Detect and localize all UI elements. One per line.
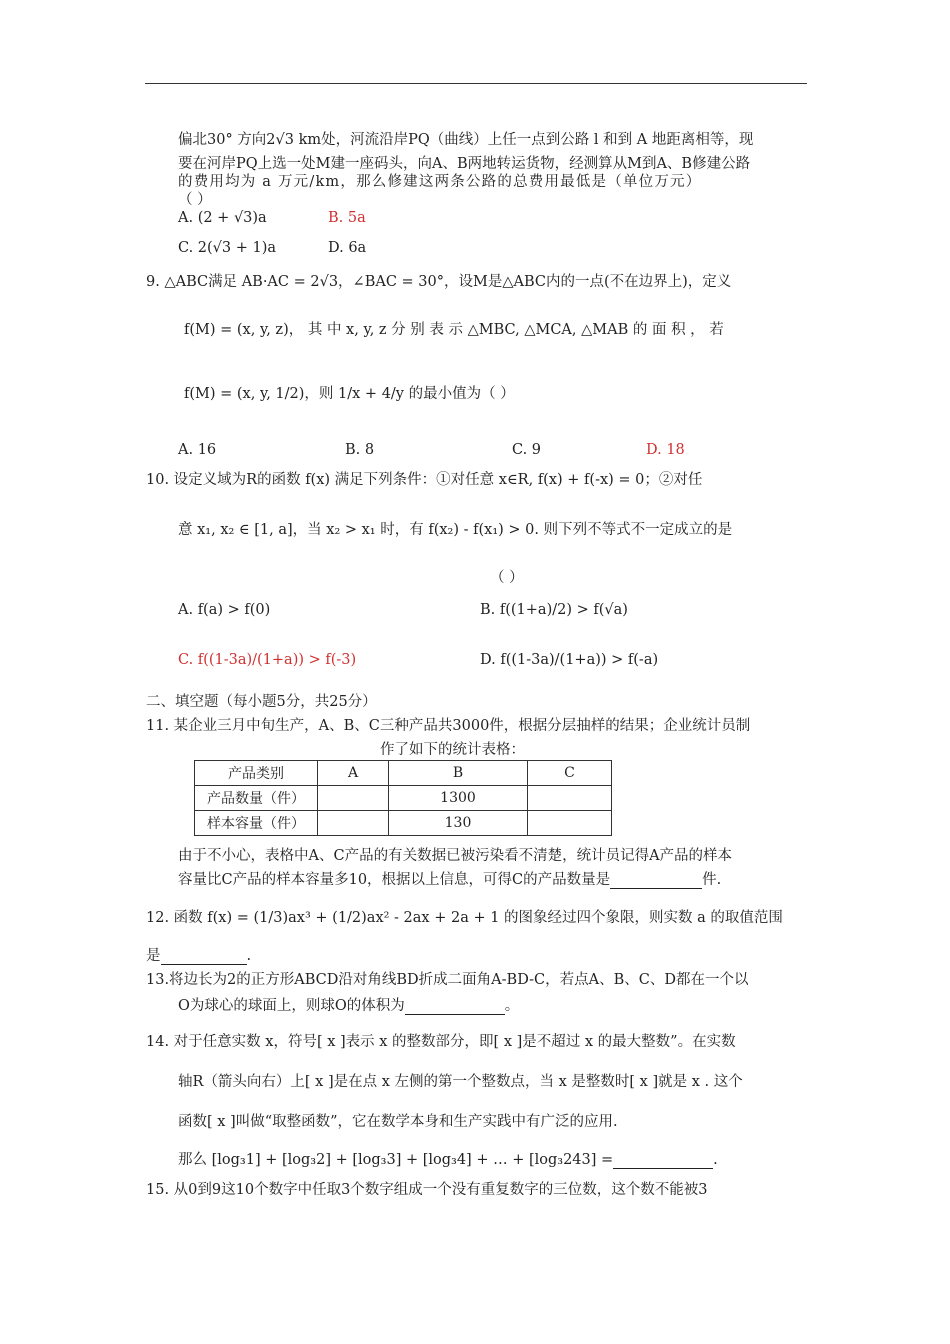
table-header-row bbox=[195, 761, 612, 786]
q11-answer-blank[interactable] bbox=[610, 874, 702, 889]
q11-line1: 11. 某企业三月中旬生产，A、B、C三种产品共3000件，根据分层抽样的结果；企业统计员制 bbox=[146, 718, 751, 734]
q12-line2-suffix: . bbox=[246, 948, 252, 964]
q8-line2: 要在河岸PQ上选一处M建一座码头，向A、B两地转运货物，经测算从M到A、B修建公路 bbox=[178, 156, 751, 172]
table-cell: 样本容量（件） bbox=[195, 811, 318, 836]
q12-line2 bbox=[146, 944, 251, 965]
q13-answer-blank[interactable] bbox=[405, 1000, 505, 1015]
q11-line3: 由于不小心，表格中A、C产品的有关数据已被污染看不清楚，统计员记得A产品的样本 bbox=[178, 848, 733, 864]
q12-answer-blank[interactable] bbox=[161, 950, 247, 965]
q9-option-c: C. 9 bbox=[512, 442, 542, 458]
q8-line3: 的费用均为 a 万元/km，那么修建这两条公路的总费用最低是（单位万元） bbox=[178, 174, 702, 190]
q11-line4 bbox=[178, 868, 721, 889]
q15-line1: 15. 从0到9这10个数字中任取3个数字组成一个没有重复数字的三位数，这个数不能被3 bbox=[146, 1182, 708, 1198]
q9-option-a: A. 16 bbox=[178, 442, 217, 458]
header-rule bbox=[145, 83, 807, 84]
q14-line3: 函数[ x ]叫做“取整函数”，它在数学本身和生产实践中有广泛的应用. bbox=[178, 1114, 618, 1130]
table-cell bbox=[318, 811, 389, 836]
q13-line1: 13.将边长为2的正方形ABCD沿对角线BD折成二面角A-BD-C，若点A、B、C、D都在一个以 bbox=[146, 972, 749, 988]
q14-line4-suffix: . bbox=[713, 1152, 718, 1168]
q14-line1: 14. 对于任意实数 x，符号[ x ]表示 x 的整数部分，即[ x ]是不超过 x 的最大整数”。在实数 bbox=[146, 1034, 736, 1050]
table-cell: 130 bbox=[389, 811, 528, 836]
q10-option-d: D. f((1-3a)/(1+a)) > f(-a) bbox=[480, 652, 659, 668]
q11-line2: 作了如下的统计表格： bbox=[380, 742, 525, 758]
q10-paren: （ ） bbox=[490, 570, 524, 586]
q11-line4-suffix: 件. bbox=[702, 872, 722, 888]
q10-line1: 10. 设定义域为R的函数 f(x) 满足下列条件：①对任意 x∈R, f(x) + f(-x) = 0；②对任 bbox=[146, 472, 703, 488]
section-heading: 二、填空题（每小题5分，共25分） bbox=[146, 694, 377, 710]
q12-line1: 12. 函数 f(x) = (1/3)ax³ + (1/2)ax² - 2ax + 2a + 1 的图象经过四个象限，则实数 a 的取值范围 bbox=[146, 910, 783, 926]
table-cell bbox=[528, 811, 612, 836]
q9-option-b: B. 8 bbox=[345, 442, 375, 458]
table-header-cell: 产品类别 bbox=[195, 761, 318, 786]
q14-line4 bbox=[178, 1148, 718, 1169]
q13-line2-suffix: 。 bbox=[504, 998, 520, 1014]
table-cell: 1300 bbox=[389, 786, 528, 811]
table-cell: 产品数量（件） bbox=[195, 786, 318, 811]
q9-line1: 9. △ABC满足 AB·AC = 2√3，∠BAC = 30°，设M是△ABC内的一点(不在边界上)，定义 bbox=[146, 274, 732, 290]
q8-option-d: D. 6a bbox=[328, 240, 367, 256]
statistics-table bbox=[194, 760, 612, 836]
q10-option-a: A. f(a) > f(0) bbox=[178, 602, 271, 618]
q12-line2-prefix: 是 bbox=[146, 948, 161, 964]
q10-option-c: C. f((1-3a)/(1+a)) > f(-3) bbox=[178, 652, 357, 668]
table-cell bbox=[318, 786, 389, 811]
q8-paren: （ ） bbox=[178, 192, 212, 208]
q11-line4-text: 容量比C产品的样本容量多10，根据以上信息，可得C的产品数量是 bbox=[178, 872, 611, 888]
q9-line3: f(M) = (x, y, 1/2)，则 1/x + 4/y 的最小值为（ ） bbox=[184, 386, 515, 402]
q8-option-b: B. 5a bbox=[328, 210, 366, 226]
q13-line2-text: O为球心的球面上，则球O的体积为 bbox=[178, 998, 405, 1014]
table-row bbox=[195, 811, 612, 836]
q13-line2 bbox=[178, 994, 519, 1015]
q14-answer-blank[interactable] bbox=[613, 1154, 713, 1169]
q10-line2: 意 x₁, x₂ ∈ [1, a]，当 x₂ > x₁ 时，有 f(x₂) - f(x₁) > 0. 则下列不等式不一定成立的是 bbox=[178, 522, 733, 538]
q8-line1: 偏北30° 方向2√3 km处，河流沿岸PQ（曲线）上任一点到公路 l 和到 A 地距离相等，现 bbox=[178, 132, 754, 148]
q9-line2: f(M) = (x, y, z)， 其 中 x, y, z 分 别 表 示 △MBC, △MCA, △MAB 的 面 积 ， 若 bbox=[184, 322, 724, 338]
table-header-cell: B bbox=[389, 761, 528, 786]
table-row bbox=[195, 786, 612, 811]
q8-option-c: C. 2(√3 + 1)a bbox=[178, 240, 277, 256]
q14-line2: 轴R（箭头向右）上[ x ]是在点 x 左侧的第一个整数点，当 x 是整数时[ x ]就是 x . 这个 bbox=[178, 1074, 743, 1090]
table-header-cell: A bbox=[318, 761, 389, 786]
table-header-cell: C bbox=[528, 761, 612, 786]
q14-line4-text: 那么 [log₃1] + [log₃2] + [log₃3] + [log₃4] + … + [log₃243] = bbox=[178, 1152, 614, 1168]
q8-option-a: A. (2 + √3)a bbox=[178, 210, 267, 226]
q9-option-d: D. 18 bbox=[646, 442, 685, 458]
q10-option-b: B. f((1+a)/2) > f(√a) bbox=[480, 602, 628, 618]
table-cell bbox=[528, 786, 612, 811]
